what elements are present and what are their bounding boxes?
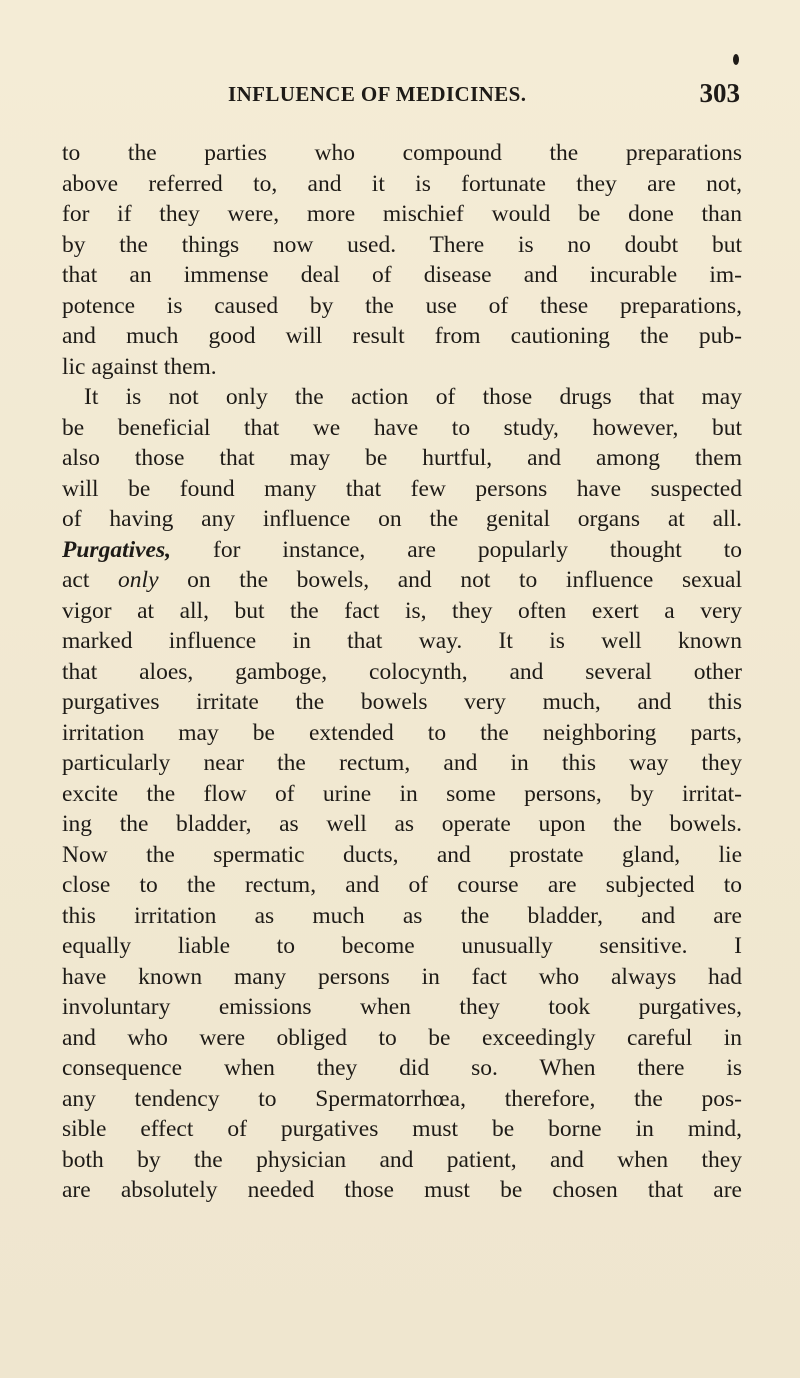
text-line: any tendency to Spermatorrhœa, therefore, the pos-: [62, 1085, 742, 1112]
text-line: will be found many that few persons have suspected: [62, 475, 742, 502]
emphasis-only: only: [118, 567, 159, 593]
ink-spot: [733, 54, 739, 65]
running-head-title: INFLUENCE OF MEDICINES.: [228, 82, 527, 106]
text-line: equally liable to become unusually sensitive. I: [62, 933, 742, 959]
text-line: both by the physician and patient, and when they: [62, 1146, 742, 1173]
text-line: [62, 535, 742, 566]
text-line: vigor at all, but the fact is, they often exert a very: [62, 597, 742, 624]
text-line: of having any influence on the genital organs at all.: [62, 506, 742, 532]
text-line: for if they were, more mischief would be done than: [62, 201, 742, 227]
text-line: by the things now used. There is no doubt but: [62, 231, 742, 258]
text-line: involuntary emissions when they took purgatives,: [62, 994, 742, 1020]
text-line: to the parties who compound the preparations: [62, 140, 742, 166]
text-line: close to the rectum, and of course are subjected to: [62, 872, 742, 898]
text-line: consequence when they did so. When there is: [62, 1055, 742, 1081]
text-line: excite the flow of urine in some persons, by irritat-: [62, 780, 742, 807]
text-line: that an immense deal of disease and incurable im-: [62, 262, 742, 288]
running-head: [228, 78, 740, 112]
page-number: 303: [699, 78, 740, 108]
text-line: also those that may be hurtful, and among them: [62, 445, 742, 471]
text-line: Now the spermatic ducts, and prostate gland, lie: [62, 841, 742, 868]
text-line: lic against them.: [62, 353, 217, 380]
text-line: above referred to, and it is fortunate they are not,: [62, 170, 742, 197]
text-line: have known many persons in fact who always had: [62, 963, 742, 990]
text-line: are absolutely needed those must be chosen that are: [62, 1177, 742, 1203]
text-fragment: for instance, are popularly thought to: [171, 536, 742, 563]
text-line: particularly near the rectum, and in this way they: [62, 750, 742, 776]
text-line: this irritation as much as the bladder, and are: [62, 902, 742, 929]
text-line: potence is caused by the use of these preparations,: [62, 292, 742, 319]
text-line: [62, 565, 742, 596]
body-text: [62, 138, 742, 1206]
text-line: and much good will result from cautioning the pub-: [62, 323, 742, 349]
text-line: and who were obliged to be exceedingly careful in: [62, 1024, 742, 1051]
text-line: sible effect of purgatives must be borne in mind,: [62, 1116, 742, 1142]
text-fragment: act: [62, 567, 119, 593]
text-line: ing the bladder, as well as operate upon the bowels.: [62, 811, 742, 837]
text-line: that aloes, gamboge, colocynth, and several other: [62, 658, 742, 685]
text-line: purgatives irritate the bowels very much, and this: [62, 689, 742, 715]
text-line: irritation may be extended to the neighboring parts,: [62, 719, 742, 746]
text-line: be beneficial that we have to study, however, but: [62, 414, 742, 441]
emphasis-purgatives: Purgatives,: [62, 536, 172, 563]
text-fragment: on the bowels, and not to influence sexual: [158, 567, 743, 593]
text-line: marked influence in that way. It is well known: [62, 628, 742, 654]
paragraph-start-line: It is not only the action of those drugs that may: [84, 384, 742, 410]
